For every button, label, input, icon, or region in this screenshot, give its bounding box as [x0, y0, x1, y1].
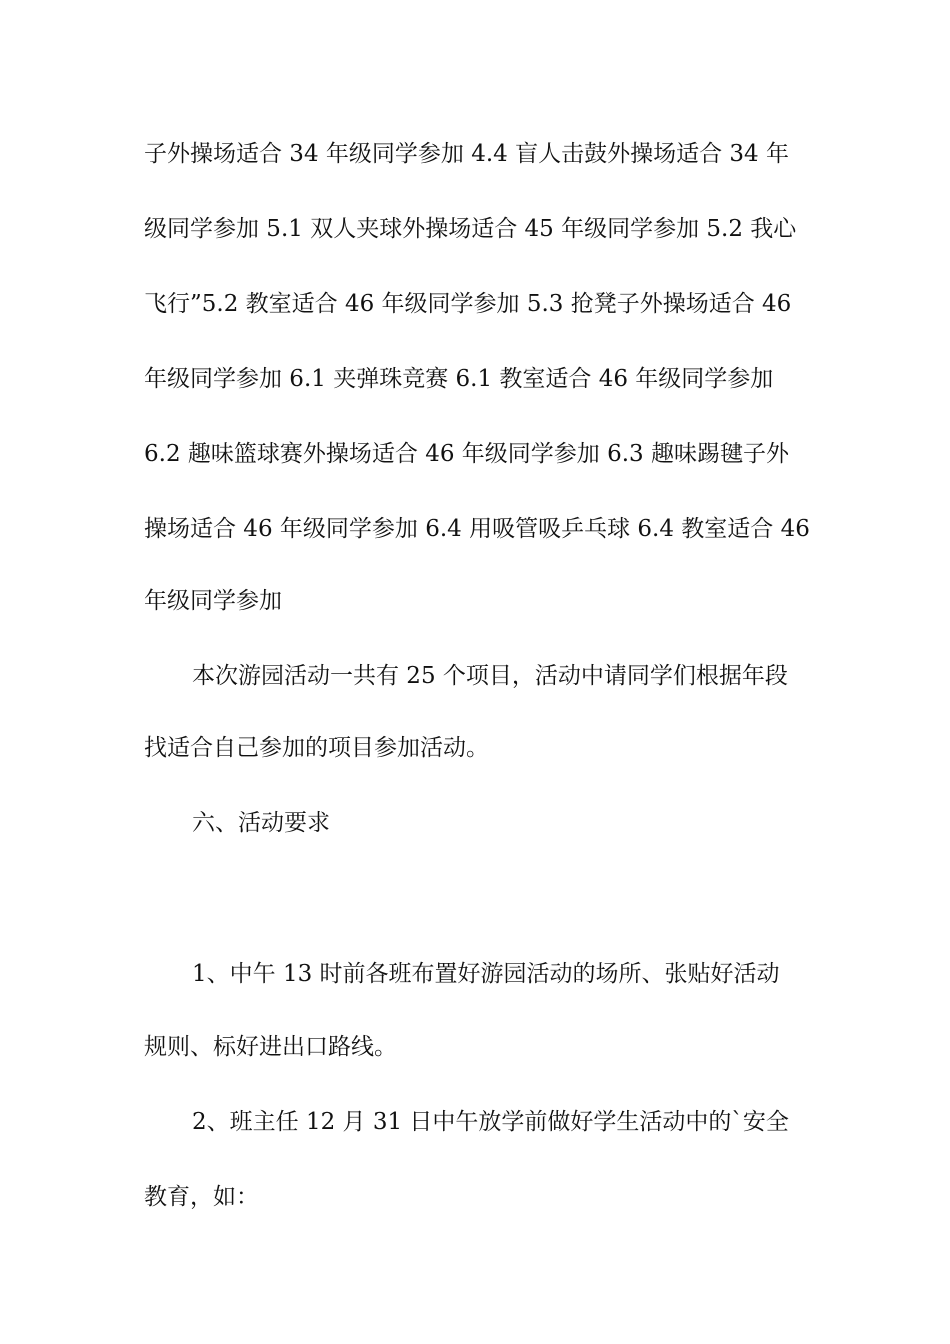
- paragraph-1-line-5: 6.2 趣味篮球赛外操场适合 46 年级同学参加 6.3 趣味踢毽子外: [144, 441, 789, 467]
- requirement-1-line-2: 规则、标好进出口路线。: [144, 1034, 397, 1060]
- paragraph-1-line-2: 级同学参加 5.1 双人夹球外操场适合 45 年级同学参加 5.2 我心: [144, 216, 797, 242]
- paragraph-1-line-1: 子外操场适合 34 年级同学参加 4.4 盲人击鼓外操场适合 34 年: [144, 141, 789, 167]
- requirement-2-line-1: 2、班主任 12 月 31 日中午放学前做好学生活动中的`安全: [192, 1109, 789, 1135]
- section-heading: 六、活动要求: [192, 810, 330, 836]
- paragraph-2-line-2: 找适合自己参加的项目参加活动。: [144, 735, 489, 761]
- paragraph-1-line-3: 飞行”5.2 教室适合 46 年级同学参加 5.3 抢凳子外操场适合 46: [144, 291, 792, 317]
- paragraph-1-line-4: 年级同学参加 6.1 夹弹珠竞赛 6.1 教室适合 46 年级同学参加: [144, 366, 774, 392]
- paragraph-1-line-7: 年级同学参加: [144, 588, 282, 614]
- requirement-2-line-2: 教育，如：: [144, 1184, 259, 1210]
- requirement-1-line-1: 1、中午 13 时前各班布置好游园活动的场所、张贴好活动: [192, 961, 780, 987]
- paragraph-1-line-6: 操场适合 46 年级同学参加 6.4 用吸管吸乒乓球 6.4 教室适合 46: [144, 516, 810, 542]
- paragraph-2-line-1: 本次游园活动一共有 25 个项目，活动中请同学们根据年段: [192, 663, 788, 689]
